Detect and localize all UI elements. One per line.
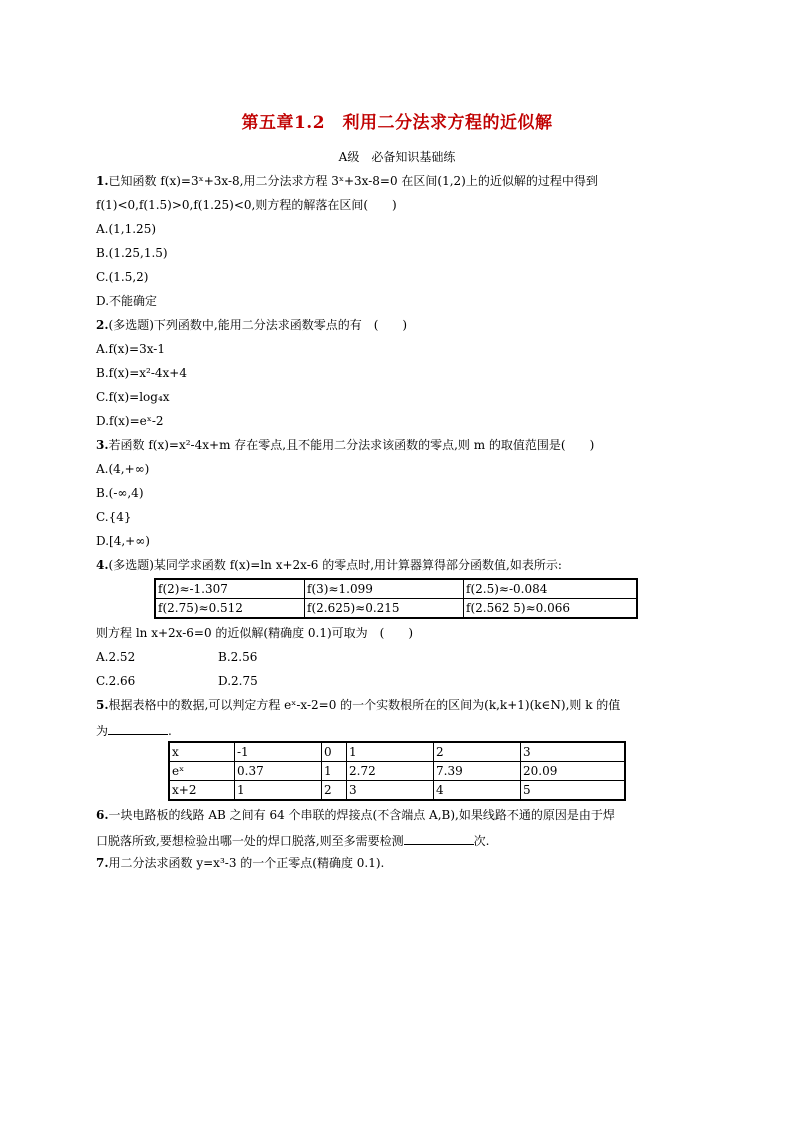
table-cell: -1 [235, 742, 322, 762]
table-cell: 4 [434, 781, 521, 801]
table-cell: f(3)≈1.099 [305, 579, 464, 599]
q2-number: 2. [96, 318, 109, 332]
q1-number: 1. [96, 174, 109, 188]
q1-option-c: C.(1.5,2) [96, 270, 149, 284]
table-cell: f(2.75)≈0.512 [155, 599, 305, 619]
q7-stem: 用二分法求函数 y=x³-3 的一个正零点(精确度 0.1). [108, 856, 385, 870]
table-cell: 7.39 [434, 762, 521, 781]
q3-option-a: A.(4,+∞) [96, 462, 150, 476]
q1-option-a: A.(1,1.25) [96, 222, 157, 236]
table-cell: x+2 [169, 781, 235, 801]
q4-option-d: D.2.75 [218, 674, 258, 688]
q2-option-b: B.f(x)=x²-4x+4 [96, 366, 187, 380]
q6-stem-line2-end: 次. [473, 834, 490, 848]
table-row [155, 599, 637, 619]
q2-stem: (多选题)下列函数中,能用二分法求函数零点的有 ( ) [108, 318, 408, 332]
page-title: 第五章1.2 利用二分法求方程的近似解 [241, 113, 553, 133]
table-cell: 1 [322, 762, 347, 781]
q6-line2 [96, 832, 489, 848]
q3-number: 3. [96, 438, 109, 452]
q1-stem-line2: f(1)<0,f(1.5)>0,f(1.25)<0,则方程的解落在区间( ) [96, 198, 397, 212]
q1-line1 [96, 174, 598, 188]
q6-number: 6. [96, 808, 109, 822]
q3-option-d: D.[4,+∞) [96, 534, 150, 548]
table-cell: 3 [521, 742, 626, 762]
q5-line2 [96, 722, 172, 738]
q2-option-d: D.f(x)=eˣ-2 [96, 414, 164, 428]
q3-stem-line [96, 438, 594, 452]
q2-option-c: C.f(x)=log₄x [96, 390, 170, 404]
section-heading: A级 必备知识基础练 [338, 150, 456, 164]
table-cell: x [169, 742, 235, 762]
q4-stem: (多选题)某同学求函数 f(x)=ln x+2x-6 的零点时,用计算器算得部分函数值,如表所示: [108, 558, 562, 572]
table-row [169, 742, 625, 762]
table-row [155, 579, 637, 599]
table-cell: 5 [521, 781, 626, 801]
q2-stem-line [96, 318, 407, 332]
q2-option-a: A.f(x)=3x-1 [96, 342, 165, 356]
q3-option-c: C.{4} [96, 510, 132, 524]
table-cell: f(2)≈-1.307 [155, 579, 305, 599]
q7-number: 7. [96, 856, 109, 870]
q4-value-table [154, 578, 638, 619]
q6-stem-line1: 一块电路板的线路 AB 之间有 64 个串联的焊接点(不含端点 A,B),如果线路不通的原因是由于焊 [108, 808, 615, 822]
table-cell: eˣ [169, 762, 235, 781]
q4-stem-line [96, 558, 562, 572]
q4-after-table: 则方程 ln x+2x-6=0 的近似解(精确度 0.1)可取为 ( ) [96, 626, 414, 640]
q4-option-a: A.2.52 [96, 650, 136, 664]
q5-data-table [168, 741, 626, 801]
q1-option-b: B.(1.25,1.5) [96, 246, 168, 260]
table-row [169, 762, 625, 781]
q4-option-c: C.2.66 [96, 674, 136, 688]
q6-answer-blank[interactable] [404, 832, 474, 845]
q5-stem-line1: 根据表格中的数据,可以判定方程 eˣ-x-2=0 的一个实数根所在的区间为(k,k+1)(k∈N),则 k 的值 [108, 698, 621, 712]
q6-stem-line2: 口脱落所致,要想检验出哪一处的焊口脱落,则至多需要检测 [96, 834, 404, 848]
q5-stem-line2: 为 [96, 724, 109, 738]
table-cell: 3 [347, 781, 434, 801]
table-cell: 0 [322, 742, 347, 762]
table-cell: 20.09 [521, 762, 626, 781]
table-cell: 1 [347, 742, 434, 762]
q5-stem-line2-end: . [168, 724, 172, 738]
q4-option-b: B.2.56 [218, 650, 258, 664]
q1-stem-line1: 已知函数 f(x)=3ˣ+3x-8,用二分法求方程 3ˣ+3x-8=0 在区间(1,2)上的近似解的过程中得到 [108, 174, 598, 188]
table-cell: 0.37 [235, 762, 322, 781]
table-cell: 1 [235, 781, 322, 801]
table-row [169, 781, 625, 801]
q3-option-b: B.(-∞,4) [96, 486, 144, 500]
q1-option-d: D.不能确定 [96, 294, 158, 308]
q3-stem: 若函数 f(x)=x²-4x+m 存在零点,且不能用二分法求该函数的零点,则 m 的取值范围是( ) [108, 438, 595, 452]
table-cell: 2 [434, 742, 521, 762]
q6-line1 [96, 808, 615, 822]
q4-number: 4. [96, 558, 109, 572]
q5-answer-blank[interactable] [108, 722, 168, 735]
table-cell: f(2.562 5)≈0.066 [464, 599, 638, 619]
table-cell: 2 [322, 781, 347, 801]
q5-line1 [96, 698, 620, 712]
table-cell: f(2.5)≈-0.084 [464, 579, 638, 599]
q5-number: 5. [96, 698, 109, 712]
table-cell: 2.72 [347, 762, 434, 781]
q7-line [96, 856, 384, 870]
table-cell: f(2.625)≈0.215 [305, 599, 464, 619]
